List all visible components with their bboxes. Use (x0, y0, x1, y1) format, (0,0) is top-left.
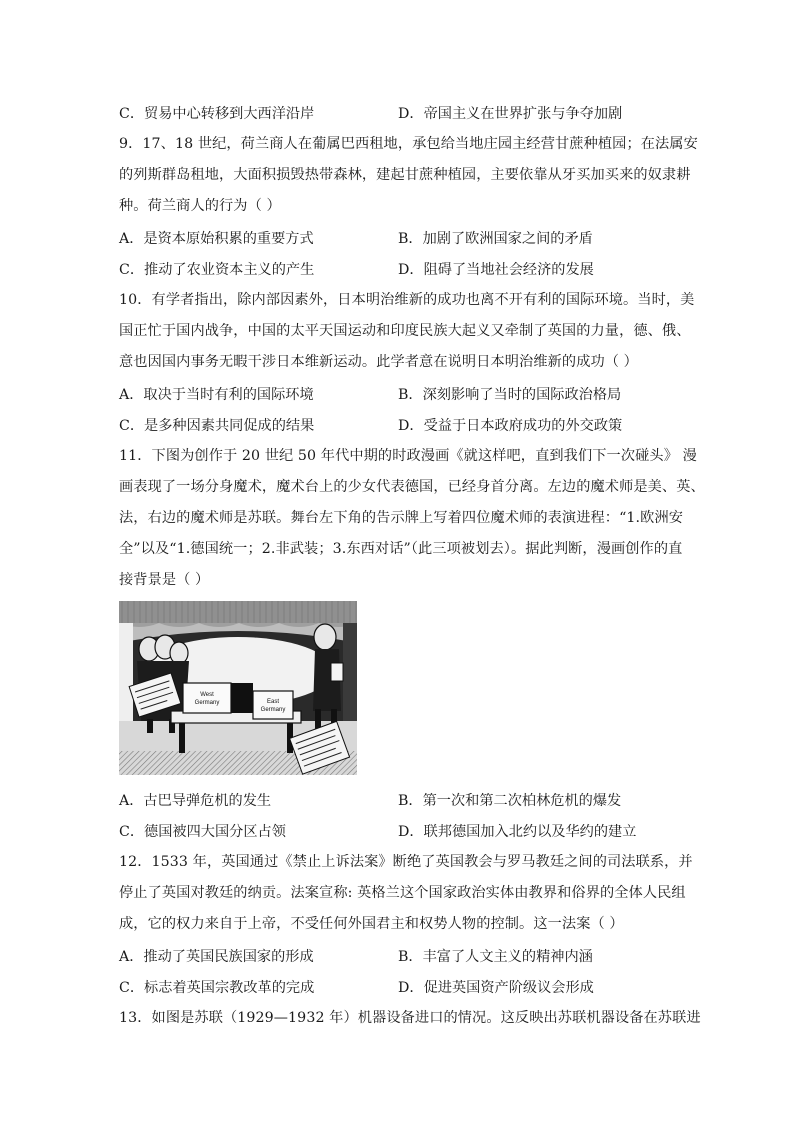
q9-option-d: D．阻碍了当地社会经济的发展 (398, 262, 594, 278)
q12-stem-line-1: 12．1533 年，英国通过《禁止上诉法案》断绝了英国教会与罗马教廷之间的司法联系，并 (119, 854, 693, 870)
q12-option-d: D．促进英国资产阶级议会形成 (398, 980, 594, 996)
q11-option-d: D．联邦德国加入北约以及华约的建立 (398, 824, 637, 840)
box-east-label: East (266, 699, 280, 705)
q11-stem-line-1: 11．下图为创作于 20 世纪 50 年代中期的时政漫画《就这样吧，直到我们下一次碰头》 漫 (119, 448, 697, 464)
q9-stem-line-1: 9．17、18 世纪，荷兰商人在葡属巴西租地，承包给当地庄园主经营甘蔗种植园；在法属安 (119, 136, 698, 152)
q10-stem-line-3: 意也因国内事务无暇干涉日本维新运动。此学者意在说明日本明治维新的成功（ ） (119, 354, 638, 370)
q9-stem-line-2: 的列斯群岛租地，大面积损毁热带森林，建起甘蔗种植园，主要依靠从牙买加买来的奴隶耕 (119, 167, 691, 183)
q9-option-b: B．加剧了欧洲国家之间的矛盾 (398, 231, 593, 247)
q11-stem-line-5: 接背景是（ ） (119, 572, 210, 588)
q8-option-c: C．贸易中心转移到大西洋沿岸 (119, 106, 315, 122)
q10-option-a: A．取决于当时有利的国际环境 (119, 387, 314, 403)
svg-text:Germany: Germany (194, 700, 220, 706)
q11-option-c: C．德国被四大国分区占领 (119, 824, 286, 840)
q11-option-a: A．古巴导弹危机的发生 (119, 793, 272, 809)
q9-stem-line-3: 种。荷兰商人的行为（ ） (119, 198, 281, 214)
q10-option-b: B．深刻影响了当时的国际政治格局 (398, 387, 622, 403)
political-cartoon-image (119, 601, 357, 775)
q12-option-c: C．标志着英国宗教改革的完成 (119, 980, 315, 996)
q10-stem-line-2: 国正忙于国内战争，中国的太平天国运动和印度民族大起义又牵制了英国的力量，德、俄、 (119, 323, 691, 339)
box-west-label: West (200, 692, 214, 698)
q12-option-a: A．推动了英国民族国家的形成 (119, 949, 314, 965)
q11-stem-line-4: 全”以及“1.德国统一；2.非武装；3.东西对话”（此三项被划去）。据此判断，漫画创作的直 (119, 541, 683, 557)
q12-stem-line-3: 成，它的权力来自于上帝，不受任何外国君主和权势人物的控制。这一法案（ ） (119, 916, 624, 932)
q10-stem-line-1: 10．有学者指出，除内部因素外，日本明治维新的成功也离不开有利的国际环境。当时，美 (119, 292, 695, 308)
svg-text:Germany: Germany (260, 707, 286, 713)
q9-option-c: C．推动了农业资本主义的产生 (119, 262, 315, 278)
q10-option-d: D．受益于日本政府成功的外交政策 (398, 418, 623, 434)
q11-option-b: B．第一次和第二次柏林危机的爆发 (398, 793, 622, 809)
q9-option-a: A．是资本原始积累的重要方式 (119, 231, 314, 247)
q8-option-d: D．帝国主义在世界扩张与争夺加剧 (398, 106, 623, 122)
q13-stem-line-1: 13．如图是苏联（1929—1932 年）机器设备进口的情况。这反映出苏联机器设备在苏联进 (119, 1010, 701, 1026)
q10-option-c: C．是多种因素共同促成的结果 (119, 418, 315, 434)
q11-stem-line-2: 画表现了一场分身魔术，魔术台上的少女代表德国，已经身首分离。左边的魔术师是美、英、 (119, 479, 705, 495)
q12-option-b: B．丰富了人文主义的精神内涵 (398, 949, 593, 965)
q12-stem-line-2: 停止了英国对教廷的纳贡。法案宣称: 英格兰这个国家政治实体由教界和俗界的全体人民组 (119, 885, 686, 901)
q11-stem-line-3: 法，右边的魔术师是苏联。舞台左下角的告示牌上写着四位魔术师的表演进程：“1.欧洲安 (119, 510, 684, 526)
